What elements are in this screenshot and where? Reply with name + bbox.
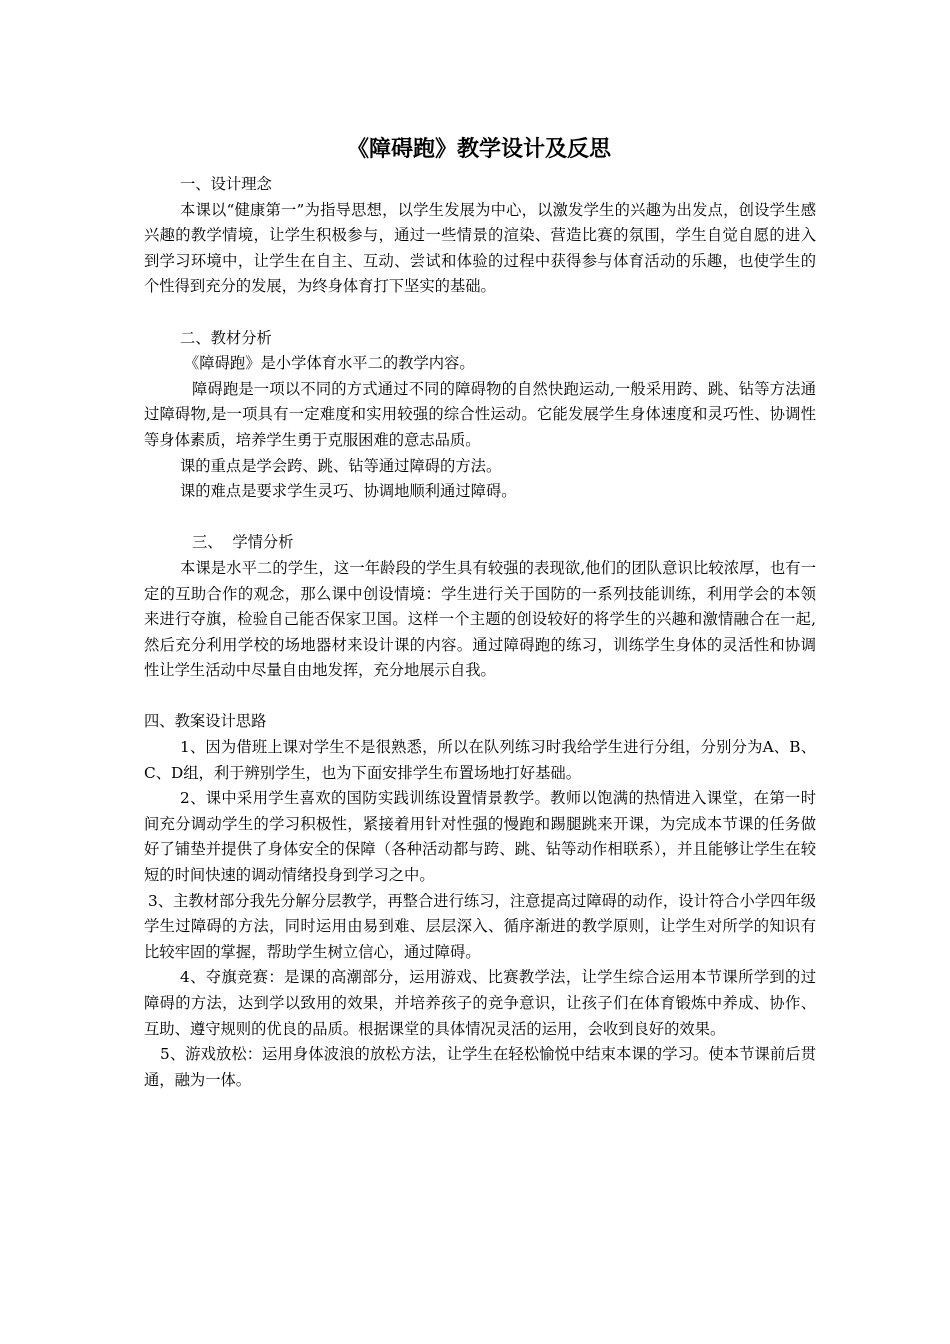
document-body — [144, 172, 816, 1093]
paragraph: 课的难点是要求学生灵巧、协调地顺利通过障碍。 — [180, 482, 517, 501]
paragraph: 3、主教材部分我先分解分层教学，再整合进行练习，注意提高过障碍的动作，设计符合小学四年级学生过障碍的方法，同时运用由易到难、层层深入、循序渐进的教学原则，让学生对所学的知识有比较牢固的掌握，帮助学生树立信心，通过障碍。 — [144, 891, 816, 961]
paragraph: 障碍跑是一项以不同的方式通过不同的障碍物的自然快跑运动,一般采用跨、跳、钻等方法通过障碍物,是一项具有一定难度和实用较强的综合性运动。它能发展学生身体速度和灵巧性、协调性等身体素质，培养学生勇于克服困难的意志品质。 — [144, 379, 816, 449]
spacer — [144, 505, 816, 531]
paragraph: 《障碍跑》是小学体育水平二的教学内容。 — [184, 354, 475, 373]
document-title: 《障碍跑》教学设计及反思 — [346, 136, 611, 162]
section-heading-design-concept: 一、设计理念 — [180, 175, 272, 193]
section-heading-material-analysis: 二、教材分析 — [180, 328, 272, 347]
paragraph: 本课以“健康第一”为指导思想，以学生发展为中心，以激发学生的兴趣为出发点，创设学生感兴趣的教学情境，让学生积极参与，通过一些情景的渲染、营造比赛的氛围，学生自觉自愿的进入到学习环境中，让学生在自主、互动、尝试和体验的过程中获得参与体育活动的乐趣，也使学生的个性得到充分的发展，为终身体育打下坚实的基础。 — [144, 200, 816, 296]
paragraph: 1、因为借班上课对学生不是很熟悉，所以在队列练习时我给学生进行分组，分别分为A、B、C、D组，利于辨别学生，也为下面安排学生布置场地打好基础。 — [144, 738, 816, 782]
paragraph: 5、游戏放松：运用身体波浪的放松方法，让学生在轻松愉悦中结束本课的学习。使本节课前后贯通，融为一体。 — [144, 1045, 816, 1089]
section-heading-lesson-plan-ideas: 四、教案设计思路 — [144, 712, 267, 731]
section-heading-learner-analysis: 三、 学情分析 — [192, 533, 294, 552]
paragraph: 课的重点是学会跨、跳、钻等通过障碍的方法。 — [180, 456, 502, 475]
paragraph: 本课是水平二的学生，这一年龄段的学生具有较强的表现欲,他们的团队意识比较浓厚，也有一定的互助合作的观念，那么课中创设情境：学生进行关于国防的一系列技能训练，利用学会的本领来进行夺旗，检验自己能否保家卫国。这样一个主题的创设较好的将学生的兴趣和激情融合在一起,然后充分利用学校的场地器材来设计课的内容。通过障碍跑的练习，训练学生身体的灵活性和协调性让学生活动中尽量自由地发挥，充分地展示自我。 — [144, 558, 816, 680]
paragraph: 4、夺旗竞赛：是课的高潮部分，运用游戏、比赛教学法，让学生综合运用本节课所学到的过障碍的方法，达到学以致用的效果，并培养孩子的竞争意识，让孩子们在体育锻炼中养成、协作、互助、遵守规则的优良的品质。根据课堂的具体情况灵活的运用，会收到良好的效果。 — [144, 968, 816, 1038]
spacer — [144, 684, 816, 710]
paragraph: 2、课中采用学生喜欢的国防实践训练设置情景教学。教师以饱满的热情进入课堂，在第一时间充分调动学生的学习积极性，紧接着用针对性强的慢跑和踢腿跳来开课，为完成本节课的任务做好了铺垫并提供了身体安全的保障（各种活动都与跨、跳、钻等动作相联系），并且能够让学生在较短的时间快速的调动情绪投身到学习之中。 — [144, 789, 816, 885]
spacer — [144, 300, 816, 326]
